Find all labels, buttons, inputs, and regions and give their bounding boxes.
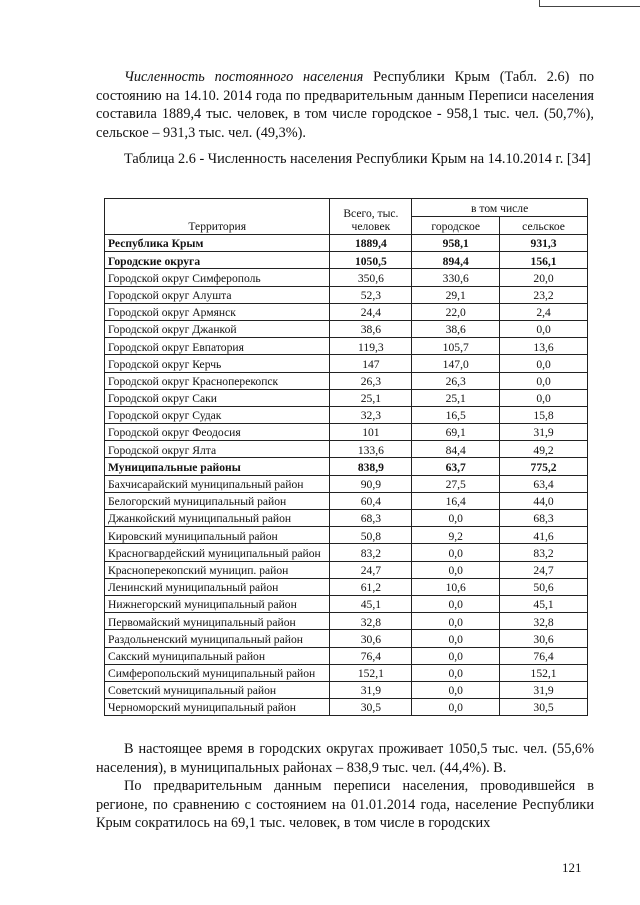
table-row	[105, 406, 588, 423]
header-urban: городское	[412, 217, 500, 235]
territory-cell: Городской округ Судак	[105, 406, 330, 423]
urban-cell: 16,4	[412, 492, 500, 509]
population-table	[104, 198, 588, 716]
urban-cell: 63,7	[412, 458, 500, 475]
table-row	[105, 595, 588, 612]
rural-cell: 31,9	[500, 424, 588, 441]
paragraph-districts: В настоящее время в городских округах проживает 1050,5 тыс. чел. (55,6% населения), в муниципальных районах – 838,9 тыс. чел. (44,4%). В.	[96, 741, 594, 776]
total-cell: 350,6	[330, 269, 412, 286]
total-cell: 152,1	[330, 664, 412, 681]
total-cell: 24,4	[330, 303, 412, 320]
urban-cell: 894,4	[412, 252, 500, 269]
rural-cell: 20,0	[500, 269, 588, 286]
rural-cell: 50,6	[500, 578, 588, 595]
top-rule-tick	[539, 0, 540, 7]
territory-cell: Сакский муниципальный район	[105, 647, 330, 664]
total-cell: 61,2	[330, 578, 412, 595]
urban-cell: 10,6	[412, 578, 500, 595]
territory-cell: Муниципальные районы	[105, 458, 330, 475]
urban-cell: 29,1	[412, 286, 500, 303]
rural-cell: 49,2	[500, 441, 588, 458]
territory-cell: Городской округ Керчь	[105, 355, 330, 372]
total-cell: 38,6	[330, 320, 412, 337]
table-row	[105, 269, 588, 286]
territory-cell: Городской округ Саки	[105, 389, 330, 406]
rural-cell: 63,4	[500, 475, 588, 492]
urban-cell: 0,0	[412, 699, 500, 716]
table-row	[105, 475, 588, 492]
table-row	[105, 441, 588, 458]
urban-cell: 0,0	[412, 595, 500, 612]
territory-cell: Белогорский муниципальный район	[105, 492, 330, 509]
total-cell: 133,6	[330, 441, 412, 458]
total-cell: 25,1	[330, 389, 412, 406]
territory-cell: Городской округ Ялта	[105, 441, 330, 458]
table-row	[105, 389, 588, 406]
rural-cell: 0,0	[500, 389, 588, 406]
urban-cell: 38,6	[412, 320, 500, 337]
total-cell: 31,9	[330, 681, 412, 698]
total-cell: 30,6	[330, 630, 412, 647]
table-row	[105, 544, 588, 561]
total-cell: 45,1	[330, 595, 412, 612]
total-cell: 119,3	[330, 338, 412, 355]
table-row	[105, 424, 588, 441]
table-row	[105, 303, 588, 320]
rural-cell: 0,0	[500, 372, 588, 389]
rural-cell: 76,4	[500, 647, 588, 664]
rural-cell: 931,3	[500, 235, 588, 252]
intro-text: Республики Крым (Табл. 2.6) по состоянию на 14.10. 2014 года по предварительным данным Переписи населения составила 1889,4 тыс. человек, в том числе городское - 958,1 тыс. чел. (50,7%), сельское – 931,3 тыс. чел. (49,3%).	[96, 69, 594, 141]
rural-cell: 24,7	[500, 561, 588, 578]
total-cell: 50,8	[330, 527, 412, 544]
table-row	[105, 699, 588, 716]
territory-cell: Черноморский муниципальный район	[105, 699, 330, 716]
rural-cell: 0,0	[500, 355, 588, 372]
table-row	[105, 561, 588, 578]
header-territory: Территория	[105, 199, 330, 235]
total-cell: 32,3	[330, 406, 412, 423]
total-cell: 30,5	[330, 699, 412, 716]
territory-cell: Городской округ Красноперекопск	[105, 372, 330, 389]
header-total: Всего, тыс. человек	[330, 199, 412, 235]
intro-italic-lead: Численность постоянного населения	[124, 69, 364, 85]
rural-cell: 23,2	[500, 286, 588, 303]
territory-cell: Симферопольский муниципальный район	[105, 664, 330, 681]
rural-cell: 2,4	[500, 303, 588, 320]
urban-cell: 330,6	[412, 269, 500, 286]
total-cell: 32,8	[330, 613, 412, 630]
table-row	[105, 458, 588, 475]
total-cell: 1050,5	[330, 252, 412, 269]
table-row	[105, 578, 588, 595]
table-row	[105, 510, 588, 527]
urban-cell: 105,7	[412, 338, 500, 355]
header-rural: сельское	[500, 217, 588, 235]
urban-cell: 0,0	[412, 630, 500, 647]
rural-cell: 15,8	[500, 406, 588, 423]
urban-cell: 0,0	[412, 664, 500, 681]
table-row	[105, 355, 588, 372]
total-cell: 83,2	[330, 544, 412, 561]
page-number: 121	[562, 860, 582, 875]
rural-cell: 13,6	[500, 338, 588, 355]
territory-cell: Городской округ Армянск	[105, 303, 330, 320]
territory-cell: Кировский муниципальный район	[105, 527, 330, 544]
total-cell: 90,9	[330, 475, 412, 492]
territory-cell: Городской округ Джанкой	[105, 320, 330, 337]
rural-cell: 44,0	[500, 492, 588, 509]
territory-cell: Раздольненский муниципальный район	[105, 630, 330, 647]
territory-cell: Республика Крым	[105, 235, 330, 252]
rural-cell: 41,6	[500, 527, 588, 544]
urban-cell: 0,0	[412, 681, 500, 698]
urban-cell: 84,4	[412, 441, 500, 458]
territory-cell: Ленинский муниципальный район	[105, 578, 330, 595]
urban-cell: 0,0	[412, 544, 500, 561]
scan-top-edge-line	[0, 0, 640, 14]
urban-cell: 0,0	[412, 561, 500, 578]
rural-cell: 31,9	[500, 681, 588, 698]
territory-cell: Бахчисарайский муниципальный район	[105, 475, 330, 492]
total-cell: 68,3	[330, 510, 412, 527]
top-rule	[540, 6, 640, 7]
table-row	[105, 235, 588, 252]
total-cell: 24,7	[330, 561, 412, 578]
urban-cell: 26,3	[412, 372, 500, 389]
rural-cell: 156,1	[500, 252, 588, 269]
rural-cell: 775,2	[500, 458, 588, 475]
rural-cell: 32,8	[500, 613, 588, 630]
urban-cell: 25,1	[412, 389, 500, 406]
table-row	[105, 527, 588, 544]
table-row	[105, 681, 588, 698]
table-row	[105, 613, 588, 630]
urban-cell: 27,5	[412, 475, 500, 492]
rural-cell: 68,3	[500, 510, 588, 527]
urban-cell: 16,5	[412, 406, 500, 423]
territory-cell: Красноперекопский муницип. район	[105, 561, 330, 578]
intro-paragraph	[96, 68, 594, 142]
table-caption: Таблица 2.6 - Численность населения Республики Крым на 14.10.2014 г. [34]	[124, 151, 591, 167]
total-cell: 838,9	[330, 458, 412, 475]
table-row	[105, 647, 588, 664]
urban-cell: 0,0	[412, 613, 500, 630]
table-row	[105, 372, 588, 389]
territory-cell: Первомайский муниципальный район	[105, 613, 330, 630]
total-cell: 147	[330, 355, 412, 372]
total-cell: 76,4	[330, 647, 412, 664]
urban-cell: 0,0	[412, 510, 500, 527]
header-including: в том числе	[412, 199, 588, 217]
rural-cell: 30,6	[500, 630, 588, 647]
table-row	[105, 664, 588, 681]
rural-cell: 45,1	[500, 595, 588, 612]
rural-cell: 0,0	[500, 320, 588, 337]
urban-cell: 22,0	[412, 303, 500, 320]
table-row	[105, 320, 588, 337]
table-row	[105, 492, 588, 509]
total-cell: 1889,4	[330, 235, 412, 252]
territory-cell: Советский муниципальный район	[105, 681, 330, 698]
paragraph-census: По предварительным данным переписи населения, проводившейся в регионе, по сравнению с состоянием на 01.01.2014 года, население Республики Крым сократилось на 69,1 тыс. человек, в том числе в городских	[96, 778, 594, 831]
urban-cell: 147,0	[412, 355, 500, 372]
rural-cell: 30,5	[500, 699, 588, 716]
total-cell: 101	[330, 424, 412, 441]
territory-cell: Городской округ Евпатория	[105, 338, 330, 355]
rural-cell: 152,1	[500, 664, 588, 681]
territory-cell: Городской округ Феодосия	[105, 424, 330, 441]
urban-cell: 958,1	[412, 235, 500, 252]
territory-cell: Красногвардейский муниципальный район	[105, 544, 330, 561]
rural-cell: 83,2	[500, 544, 588, 561]
territory-cell: Нижнегорский муниципальный район	[105, 595, 330, 612]
territory-cell: Городской округ Алушта	[105, 286, 330, 303]
table-row	[105, 338, 588, 355]
table-row	[105, 252, 588, 269]
total-cell: 52,3	[330, 286, 412, 303]
territory-cell: Городские округа	[105, 252, 330, 269]
total-cell: 26,3	[330, 372, 412, 389]
table-row	[105, 286, 588, 303]
table-body	[105, 235, 588, 716]
territory-cell: Джанкойский муниципальный район	[105, 510, 330, 527]
urban-cell: 9,2	[412, 527, 500, 544]
table-row	[105, 630, 588, 647]
territory-cell: Городской округ Симферополь	[105, 269, 330, 286]
urban-cell: 69,1	[412, 424, 500, 441]
total-cell: 60,4	[330, 492, 412, 509]
urban-cell: 0,0	[412, 647, 500, 664]
